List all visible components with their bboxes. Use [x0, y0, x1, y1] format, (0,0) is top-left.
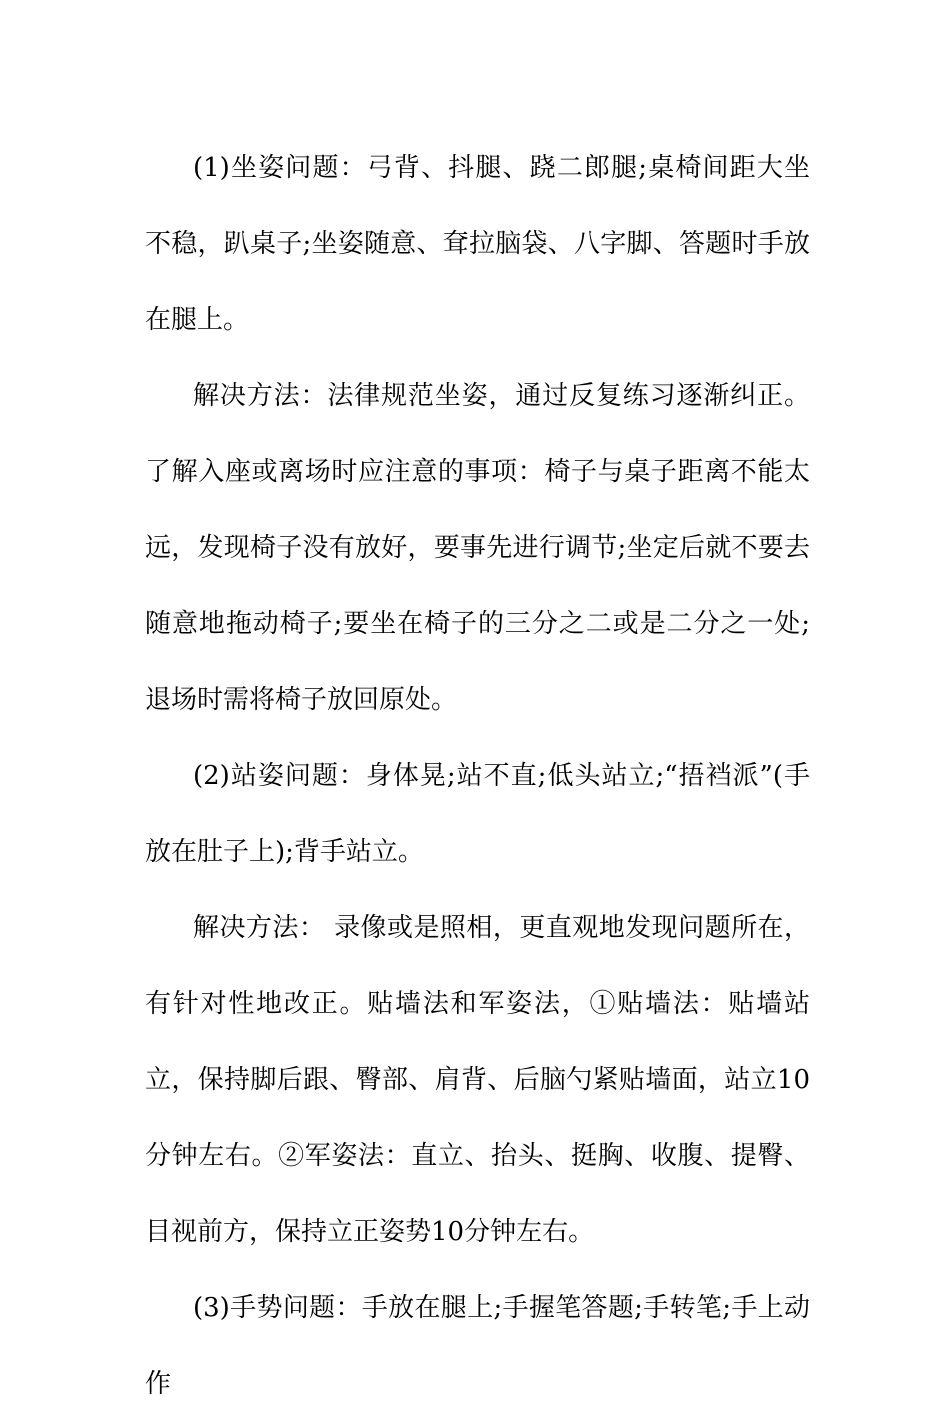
- paragraph-standing-problem: (2)站姿问题：身体晃;站不直;低头站立;“捂裆派”(手放在肚子上);背手站立。: [145, 761, 810, 867]
- paragraph-standing-solution: 解决方法： 录像或是照相，更直观地发现问题所在，有针对性地改正。贴墙法和军姿法，①贴墙法：贴墙站立，保持脚后跟、臀部、肩背、后脑勺紧贴墙面，站立10分钟左右。②军姿法：直立、抬头、挺胸、收腹、提臀、目视前方，保持立正姿势10分钟左右。: [145, 913, 810, 1247]
- paragraph-gesture-problem: (3)手势问题：手放在腿上;手握笔答题;手转笔;手上动作: [145, 1293, 810, 1399]
- paragraph-sitting-problem: (1)坐姿问题：弓背、抖腿、跷二郎腿;桌椅间距大坐不稳，趴桌子;坐姿随意、耷拉脑袋、八字脚、答题时手放在腿上。: [145, 153, 810, 335]
- paragraph-sitting-solution: 解决方法：法律规范坐姿，通过反复练习逐渐纠正。了解入座或离场时应注意的事项：椅子与桌子距离不能太远，发现椅子没有放好，要事先进行调节;坐定后就不要去随意地拖动椅子;要坐在椅子的三分之二或是二分之一处;退场时需将椅子放回原处。: [145, 381, 810, 715]
